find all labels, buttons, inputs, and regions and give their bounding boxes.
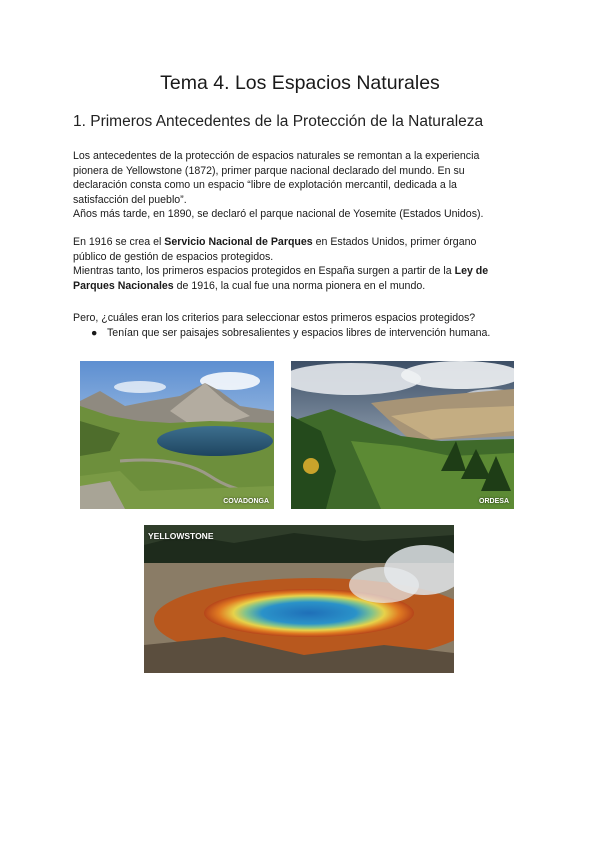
text-line [73, 264, 533, 279]
text-line: público de gestión de espacios protegidos. [73, 250, 274, 263]
paragraph-national-parks-service [73, 235, 533, 293]
photo-caption: ORDESA [479, 498, 509, 505]
page-title: Tema 4. Los Espacios Naturales [160, 72, 440, 94]
text-span: de 1916, la cual fue una norma pionera en el mundo. [173, 279, 426, 292]
photo-caption: YELLOWSTONE [148, 531, 214, 541]
text-line [73, 279, 533, 294]
text-span: En 1916 se crea el [73, 236, 165, 248]
criteria-list [73, 326, 533, 341]
criteria-question: Pero, ¿cuáles eran los criterios para seleccionar estos primeros espacios protegidos? [73, 312, 476, 324]
paragraph-yellowstone-history [73, 149, 533, 222]
text-span: Mientras tanto, los primeros espacios protegidos en España surgen a partir de la [73, 265, 455, 278]
text-line [73, 235, 533, 250]
bullet-icon: ● [91, 326, 98, 339]
section-heading: 1. Primeros Antecedentes de la Protección de la Naturaleza [73, 113, 484, 130]
list-item [73, 326, 533, 341]
yellowstone-photo [144, 525, 454, 673]
text-line: satisfacción del pueblo”. [73, 193, 187, 206]
list-item-text: Tenían que ser paisajes sobresalientes y espacios libres de intervención humana. [107, 326, 491, 339]
ordesa-photo [291, 361, 514, 509]
text-span: en Estados Unidos, primer órgano [312, 236, 477, 248]
covadonga-photo [80, 361, 274, 509]
photo-caption: COVADONGA [223, 498, 269, 505]
bold-term: Parques Nacionales [73, 279, 174, 292]
text-line: Los antecedentes de la protección de espacios naturales se remontan a la experiencia [73, 150, 480, 162]
text-line: declaración consta como un espacio “libre de explotación mercantil, dedicada a la [73, 179, 457, 192]
text-line: Años más tarde, en 1890, se declaró el parque nacional de Yosemite (Estados Unidos). [73, 208, 484, 221]
text-line: pionera de Yellowstone (1872), primer parque nacional declarado del mundo. En su [73, 164, 465, 177]
bold-term: Ley de [454, 265, 489, 278]
bold-term: Servicio Nacional de Parques [164, 236, 313, 248]
paragraph-criteria [73, 311, 533, 340]
